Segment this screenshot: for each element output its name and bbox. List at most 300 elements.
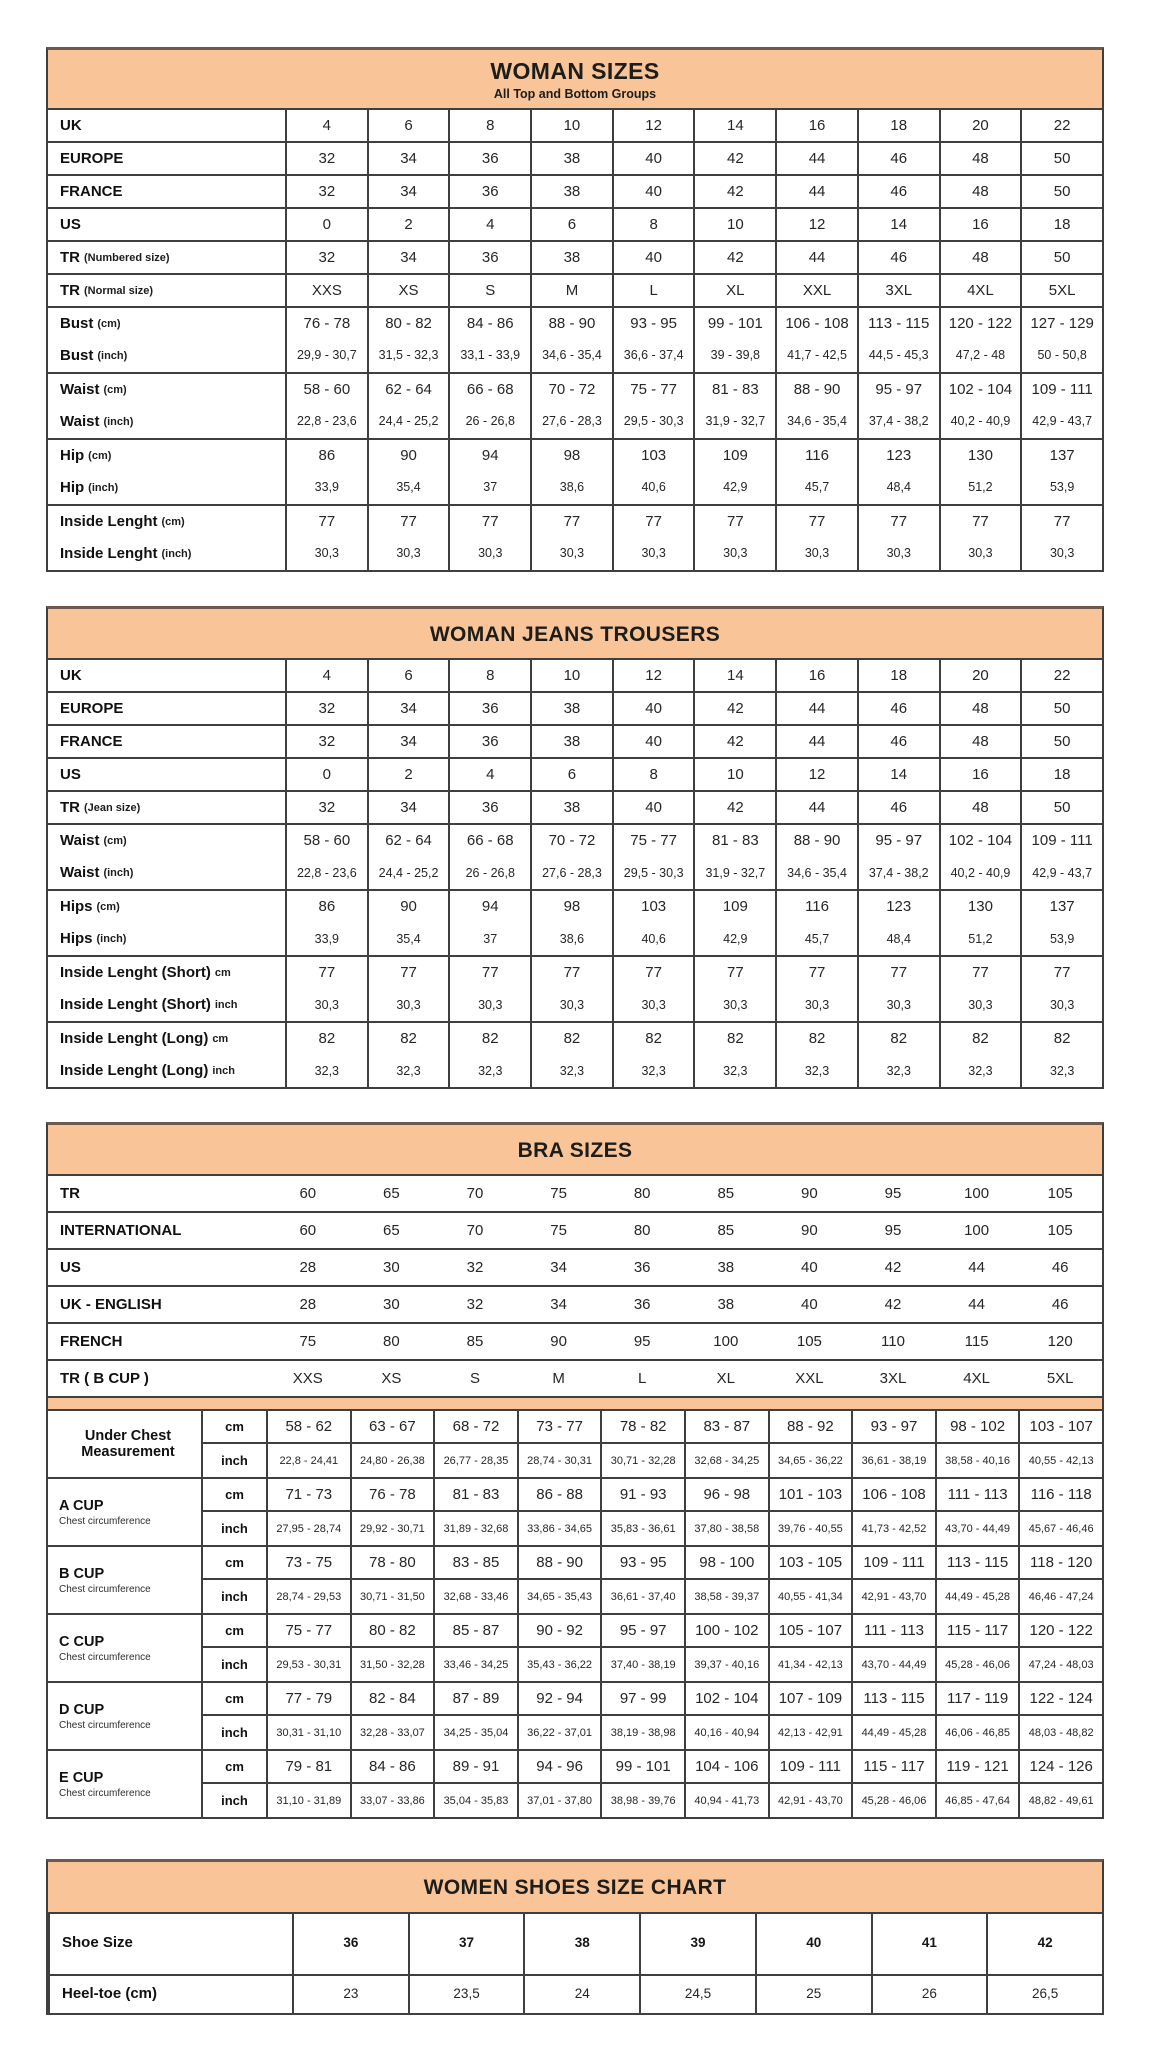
size-value: S	[448, 275, 530, 306]
size-value: 30,3	[448, 538, 530, 570]
size-value: 31,5 - 32,3	[367, 340, 449, 372]
row-group	[48, 440, 1102, 506]
row-label-text: UK	[60, 116, 82, 134]
size-value: 41	[871, 1914, 987, 1974]
size-value: 106 - 108	[775, 308, 857, 340]
size-value: 38	[530, 792, 612, 823]
size-value: 40,2 - 40,9	[939, 857, 1021, 889]
size-value: 40,2 - 40,9	[939, 406, 1021, 438]
cup-label-text: D CUP	[59, 1702, 105, 1719]
size-value: 38,58 - 40,16	[935, 1444, 1019, 1477]
size-value: 95 - 97	[857, 374, 939, 406]
size-value: 82	[1020, 1023, 1102, 1055]
size-value: 30,31 - 31,10	[266, 1716, 350, 1749]
bra-sizes-body	[46, 1176, 1104, 1819]
size-value: 75 - 77	[266, 1615, 350, 1648]
size-value: 96 - 98	[684, 1479, 768, 1512]
size-value: 14	[693, 660, 775, 691]
row-label-text: Heel-toe (cm)	[62, 1984, 158, 2002]
size-value: 44	[775, 242, 857, 273]
size-value: 127 - 129	[1020, 308, 1102, 340]
row-label-unit: cm	[214, 967, 231, 980]
row-label-unit: (inch)	[97, 350, 128, 363]
size-value: 45,28 - 46,06	[851, 1784, 935, 1817]
size-value: 30,3	[939, 538, 1021, 570]
size-value: 32,28 - 33,07	[350, 1716, 434, 1749]
row-label	[48, 1287, 266, 1322]
row-label-unit: inch	[212, 1065, 235, 1078]
size-value: 31,89 - 32,68	[433, 1512, 517, 1545]
size-value: 16	[939, 209, 1021, 240]
size-value: 77	[612, 957, 694, 989]
unit-label: cm	[201, 1479, 266, 1512]
size-value: 46	[857, 726, 939, 757]
row-group	[48, 759, 1102, 792]
size-value: 40	[801, 1295, 818, 1313]
row-label-text: Hips	[60, 898, 93, 916]
row-label-text: Waist	[60, 381, 100, 399]
size-value: 30,71 - 31,50	[350, 1580, 434, 1613]
size-value: 30,3	[448, 989, 530, 1021]
size-value: 12	[612, 660, 694, 691]
size-value: 22	[1020, 660, 1102, 691]
size-value: 88 - 90	[517, 1547, 601, 1580]
row-group	[48, 957, 1102, 1023]
size-value: 103 - 105	[768, 1547, 852, 1580]
size-value: 5XL	[1046, 1369, 1074, 1387]
size-value: 88 - 90	[775, 374, 857, 406]
size-value: 26,5	[986, 1976, 1102, 2013]
size-value: 42,9 - 43,7	[1020, 406, 1102, 438]
size-value: 16	[775, 660, 857, 691]
size-value: 34	[367, 792, 449, 823]
size-value: 30,3	[367, 538, 449, 570]
size-value: 44	[968, 1295, 985, 1313]
size-value: 2	[367, 759, 449, 790]
size-value: 38,6	[530, 472, 612, 504]
size-value: 88 - 92	[768, 1411, 852, 1444]
woman-jeans-trousers-table	[46, 606, 1104, 1089]
size-value: 32,68 - 34,25	[684, 1444, 768, 1477]
row-label-unit: (inch)	[161, 548, 192, 561]
row-label	[48, 176, 285, 207]
size-value: 120	[1047, 1332, 1073, 1350]
row-label-text: EUROPE	[60, 149, 124, 167]
unit-label: inch	[201, 1784, 266, 1817]
size-value: 36	[292, 1914, 408, 1974]
size-value: 44,5 - 45,3	[857, 340, 939, 372]
size-value: 4	[448, 209, 530, 240]
size-value: 40,6	[612, 472, 694, 504]
size-value: 94	[448, 891, 530, 923]
size-value: 68 - 72	[433, 1411, 517, 1444]
table-title: BRA SIZES	[517, 1139, 633, 1163]
size-value: 4	[285, 110, 367, 141]
row-label-text: Waist	[60, 864, 100, 882]
woman-sizes-table	[46, 0, 1104, 572]
size-value: 50	[1020, 176, 1102, 207]
size-value: 124 - 126	[1018, 1751, 1102, 1784]
row-label	[48, 538, 285, 570]
row-label	[48, 1914, 292, 1974]
size-value: 116	[775, 440, 857, 472]
woman-sizes-body	[46, 110, 1104, 572]
cup-row-group	[48, 1411, 1102, 1479]
size-value: 60	[299, 1184, 317, 1202]
size-value: 98	[530, 440, 612, 472]
size-value: 48	[939, 792, 1021, 823]
row-label-unit: (cm)	[97, 318, 121, 331]
size-value: 10	[530, 660, 612, 691]
size-value: 35,83 - 36,61	[600, 1512, 684, 1545]
size-value: 40	[612, 176, 694, 207]
divider-strip	[48, 1398, 1102, 1411]
size-value: 46	[857, 792, 939, 823]
size-value: 83 - 85	[433, 1547, 517, 1580]
size-value: 81 - 83	[433, 1479, 517, 1512]
size-value: 82	[367, 1023, 449, 1055]
size-value: 32	[466, 1258, 484, 1276]
size-value: 109	[693, 891, 775, 923]
size-value: 37,80 - 38,58	[684, 1512, 768, 1545]
table-row	[48, 242, 1102, 273]
size-value: 103	[612, 440, 694, 472]
cup-label	[48, 1411, 201, 1477]
size-value: 70 - 72	[530, 374, 612, 406]
size-value: 6	[367, 110, 449, 141]
row-group	[48, 176, 1102, 209]
size-value: 32,3	[775, 1055, 857, 1087]
size-value: 34,65 - 35,43	[517, 1580, 601, 1613]
size-value: 42,13 - 42,91	[768, 1716, 852, 1749]
size-value: 30,3	[530, 538, 612, 570]
size-value: 78 - 82	[600, 1411, 684, 1444]
size-value: 93 - 97	[851, 1411, 935, 1444]
row-group	[48, 374, 1102, 440]
size-value: 99 - 101	[600, 1751, 684, 1784]
size-value: XL	[693, 275, 775, 306]
size-value: L	[638, 1369, 647, 1387]
size-value: 120 - 122	[1018, 1615, 1102, 1648]
size-value: 38	[523, 1914, 639, 1974]
size-value: 122 - 124	[1018, 1683, 1102, 1716]
size-value: 53,9	[1020, 923, 1102, 955]
size-value: 77 - 79	[266, 1683, 350, 1716]
bra-sizes-header	[46, 1122, 1104, 1176]
size-value: 85	[717, 1221, 735, 1239]
size-value: 38,6	[530, 923, 612, 955]
size-value: 14	[693, 110, 775, 141]
row-label-unit: cm	[212, 1033, 229, 1046]
row-label	[48, 242, 285, 273]
woman-jeans-trousers-body	[46, 660, 1104, 1089]
size-value: 48	[939, 726, 1021, 757]
size-value: 101 - 103	[768, 1479, 852, 1512]
size-value: 8	[612, 209, 694, 240]
size-value: 103	[612, 891, 694, 923]
size-value: 30,3	[530, 989, 612, 1021]
row-label-unit: (cm)	[103, 835, 127, 848]
size-value: 27,95 - 28,74	[266, 1512, 350, 1545]
table-row	[48, 1023, 1102, 1055]
size-value: 100	[964, 1184, 990, 1202]
unit-label: inch	[201, 1716, 266, 1749]
unit-label: inch	[201, 1444, 266, 1477]
cup-sublabel-text: Chest circumference	[59, 1583, 151, 1595]
unit-label: cm	[201, 1751, 266, 1784]
size-value: 28,74 - 29,53	[266, 1580, 350, 1613]
row-label	[48, 792, 285, 823]
table-row	[48, 792, 1102, 823]
size-value: 50	[1020, 693, 1102, 724]
row-label-text: UK - ENGLISH	[60, 1295, 162, 1313]
size-value: 80 - 82	[350, 1615, 434, 1648]
cup-label-text: C CUP	[59, 1634, 105, 1651]
size-value: 22,8 - 23,6	[285, 857, 367, 889]
size-value: 51,2	[939, 472, 1021, 504]
row-label	[48, 110, 285, 141]
size-value: 109 - 111	[768, 1751, 852, 1784]
size-value: 73 - 75	[266, 1547, 350, 1580]
size-value: 32	[285, 792, 367, 823]
size-value: 34	[367, 143, 449, 174]
size-value: 29,53 - 30,31	[266, 1648, 350, 1681]
size-value: 38,98 - 39,76	[600, 1784, 684, 1817]
table-title: WOMAN JEANS TROUSERS	[429, 623, 721, 647]
size-value: 100	[713, 1332, 739, 1350]
size-value: 34,65 - 36,22	[768, 1444, 852, 1477]
size-value: 137	[1020, 440, 1102, 472]
size-value: 38	[530, 242, 612, 273]
size-value: 45,28 - 46,06	[935, 1648, 1019, 1681]
table-row	[48, 1914, 1102, 1976]
size-value: 86	[285, 891, 367, 923]
cup-row-group	[48, 1615, 1102, 1683]
size-value: 34,6 - 35,4	[530, 340, 612, 372]
size-value: 4XL	[939, 275, 1021, 306]
bra-conversion-row	[48, 1176, 1102, 1213]
size-value: 4	[285, 660, 367, 691]
size-value: 48	[939, 143, 1021, 174]
size-value: 34	[367, 693, 449, 724]
size-value: 75	[550, 1221, 567, 1239]
table-row	[48, 989, 1102, 1021]
bra-conversion-row	[48, 1250, 1102, 1287]
table-title: WOMEN SHOES SIZE CHART	[423, 1876, 727, 1900]
row-label-text: TR	[60, 248, 80, 266]
size-value: 35,4	[367, 472, 449, 504]
size-value: 38	[717, 1258, 735, 1276]
size-value: 38,58 - 39,37	[684, 1580, 768, 1613]
size-value: 38	[530, 143, 612, 174]
row-label	[48, 143, 285, 174]
size-value: 42	[693, 726, 775, 757]
size-value: 92 - 94	[517, 1683, 601, 1716]
row-label	[48, 506, 285, 538]
row-group	[48, 660, 1102, 693]
size-value: 41,7 - 42,5	[775, 340, 857, 372]
size-value: 78 - 80	[350, 1547, 434, 1580]
size-value: 39	[639, 1914, 755, 1974]
size-value: 20	[939, 110, 1021, 141]
size-value: 77	[693, 957, 775, 989]
size-value: 46,46 - 47,24	[1018, 1580, 1102, 1613]
size-value: 77	[775, 957, 857, 989]
size-value: 77	[1020, 957, 1102, 989]
row-label-text: Waist	[60, 832, 100, 850]
size-value: 116	[775, 891, 857, 923]
size-value: 8	[448, 110, 530, 141]
size-value: 31,9 - 32,7	[693, 857, 775, 889]
size-value: 111 - 113	[851, 1615, 935, 1648]
size-value: 27,6 - 28,3	[530, 406, 612, 438]
size-value: 24,4 - 25,2	[367, 857, 449, 889]
size-value: 42,91 - 43,70	[851, 1580, 935, 1613]
size-value: 76 - 78	[285, 308, 367, 340]
size-value: 30,3	[285, 989, 367, 1021]
row-label-unit: (inch)	[103, 416, 134, 429]
size-value: 42,9 - 43,7	[1020, 857, 1102, 889]
size-value: 45,67 - 46,46	[1018, 1512, 1102, 1545]
size-value: 77	[857, 506, 939, 538]
size-value: 30,3	[612, 989, 694, 1021]
size-value: 77	[775, 506, 857, 538]
size-value: XL	[716, 1369, 735, 1387]
size-value: XXS	[285, 275, 367, 306]
size-value: 95	[884, 1184, 902, 1202]
size-value: 89 - 91	[433, 1751, 517, 1784]
size-value: 106 - 108	[851, 1479, 935, 1512]
size-value: 29,9 - 30,7	[285, 340, 367, 372]
size-value: 32,3	[285, 1055, 367, 1087]
size-value: 90	[367, 440, 449, 472]
row-group	[48, 110, 1102, 143]
size-value: 85	[466, 1332, 484, 1350]
size-value: 42	[693, 242, 775, 273]
size-value: 29,5 - 30,3	[612, 406, 694, 438]
size-value: 84 - 86	[350, 1751, 434, 1784]
size-value: 22,8 - 23,6	[285, 406, 367, 438]
size-value: 77	[285, 506, 367, 538]
row-label-text: Bust	[60, 315, 94, 333]
row-label	[48, 923, 285, 955]
size-value: 80	[633, 1221, 651, 1239]
row-group	[48, 1023, 1102, 1087]
size-value: 90	[801, 1221, 818, 1239]
size-value: 4	[448, 759, 530, 790]
size-value: 10	[693, 759, 775, 790]
size-value: 30,3	[693, 989, 775, 1021]
size-value: 110	[881, 1332, 905, 1350]
row-label-text: UK	[60, 666, 82, 684]
size-value: 63 - 67	[350, 1411, 434, 1444]
size-value: 32	[285, 143, 367, 174]
size-value: 29,92 - 30,71	[350, 1512, 434, 1545]
size-value: 44	[775, 792, 857, 823]
size-value: 48,82 - 49,61	[1018, 1784, 1102, 1817]
size-value: 38	[530, 176, 612, 207]
size-value: 5XL	[1020, 275, 1102, 306]
size-value: 12	[775, 759, 857, 790]
table-row	[48, 693, 1102, 724]
row-label	[48, 857, 285, 889]
size-value: 98	[530, 891, 612, 923]
size-value: 116 - 118	[1018, 1479, 1102, 1512]
bra-conversion-row	[48, 1213, 1102, 1250]
size-value: 14	[857, 209, 939, 240]
table-row	[48, 923, 1102, 955]
cup-row-group	[48, 1479, 1102, 1547]
row-label-text: Inside Lenght (Long)	[60, 1062, 209, 1080]
size-value: 66 - 68	[448, 374, 530, 406]
size-value: 62 - 64	[367, 374, 449, 406]
size-value: 34	[550, 1295, 567, 1313]
size-value: 26 - 26,8	[448, 406, 530, 438]
size-value: 36	[448, 693, 530, 724]
row-label-text: TR ( B CUP )	[60, 1369, 149, 1387]
size-value: 99 - 101	[693, 308, 775, 340]
women-shoes-header	[46, 1859, 1104, 1913]
size-value: 95	[633, 1332, 651, 1350]
size-value: M	[530, 275, 612, 306]
table-row	[48, 176, 1102, 207]
size-value: 95	[884, 1221, 902, 1239]
size-value: 50 - 50,8	[1020, 340, 1102, 372]
table-row	[48, 406, 1102, 438]
size-value: 130	[939, 440, 1021, 472]
woman-jeans-trousers-header	[46, 606, 1104, 660]
size-value: 32,68 - 33,46	[433, 1580, 517, 1613]
size-value: 40,16 - 40,94	[684, 1716, 768, 1749]
size-value: 66 - 68	[448, 825, 530, 857]
size-value: 77	[285, 957, 367, 989]
size-value: 38,19 - 38,98	[600, 1716, 684, 1749]
size-value: 32	[285, 726, 367, 757]
cup-sublabel-text: Chest circumference	[59, 1651, 151, 1663]
cup-label	[48, 1751, 201, 1817]
size-value: 70	[466, 1184, 484, 1202]
size-value: 73 - 77	[517, 1411, 601, 1444]
size-value: 77	[367, 506, 449, 538]
table-row	[48, 957, 1102, 989]
size-value: 80	[633, 1184, 651, 1202]
size-value: 42	[884, 1295, 902, 1313]
size-value: 42,9	[693, 923, 775, 955]
size-value: 120 - 122	[939, 308, 1021, 340]
size-value: 32,3	[857, 1055, 939, 1087]
row-label	[48, 472, 285, 504]
size-value: 32	[285, 242, 367, 273]
size-value: 42	[884, 1258, 902, 1276]
size-value: 77	[448, 506, 530, 538]
size-value: 27,6 - 28,3	[530, 857, 612, 889]
row-label-text: Bust	[60, 347, 94, 365]
size-value: 36	[633, 1295, 651, 1313]
size-value: 32	[285, 693, 367, 724]
size-value: 6	[367, 660, 449, 691]
size-value: 36,6 - 37,4	[612, 340, 694, 372]
size-value: 77	[857, 957, 939, 989]
size-value: 103 - 107	[1018, 1411, 1102, 1444]
size-value: 77	[693, 506, 775, 538]
size-value: 37	[448, 472, 530, 504]
size-value: 31,9 - 32,7	[693, 406, 775, 438]
size-value: 40	[612, 242, 694, 273]
size-value: 42	[693, 176, 775, 207]
size-value: 38	[530, 726, 612, 757]
size-value: 18	[1020, 759, 1102, 790]
table-row	[48, 506, 1102, 538]
